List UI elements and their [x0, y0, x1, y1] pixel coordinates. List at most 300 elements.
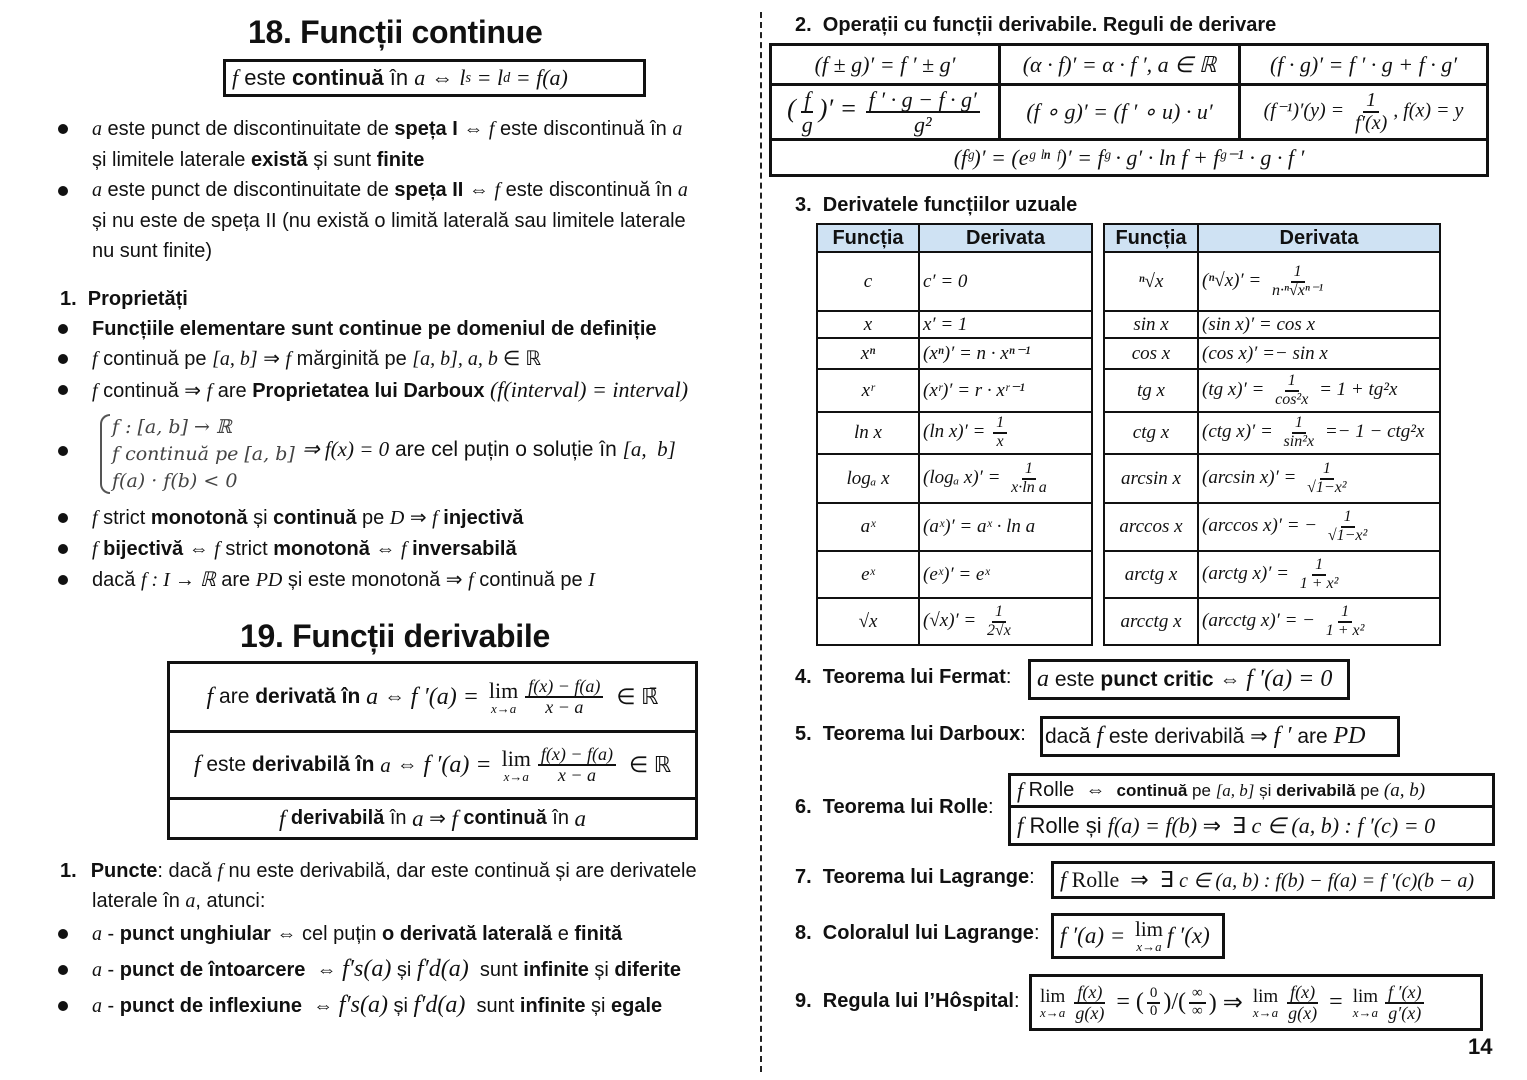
derivatives-table-2	[1103, 223, 1441, 646]
system-line: f continuă pe [a, b]	[112, 443, 295, 465]
math-f: f	[432, 507, 438, 529]
denominator: sin²x	[1283, 433, 1315, 450]
text: este discontinuă în	[494, 118, 673, 140]
derivative-cell	[1198, 598, 1440, 645]
label-text: 6. Teorema lui Rolle	[795, 796, 989, 818]
numerator: f ′(x)	[1385, 983, 1424, 1004]
math-interval: [a, b]	[212, 348, 258, 370]
lim-text: lim	[1040, 985, 1066, 1007]
label-text: 7. Teorema lui Lagrange	[795, 866, 1030, 888]
text: este	[238, 65, 292, 90]
header-derivative: Derivata	[919, 224, 1092, 252]
text: ⇔	[457, 118, 489, 140]
text: sunt	[468, 959, 524, 981]
math-f: f	[278, 805, 286, 831]
implies-symbol: ⇒	[423, 808, 452, 830]
lagrange-box	[1051, 861, 1495, 899]
text: strict	[97, 507, 151, 529]
bold-text: Proprietatea lui Darboux	[252, 380, 485, 402]
label-text: 8. Coloralul lui Lagrange	[795, 922, 1034, 944]
math-a: a	[414, 65, 426, 90]
bullet-icon	[58, 446, 68, 456]
fraction	[1304, 461, 1349, 497]
lim-subscript: x→a	[1136, 939, 1162, 954]
math-f: f	[232, 65, 239, 90]
property-monotone-pd	[92, 565, 595, 595]
property-bijective	[92, 534, 517, 564]
denominator: cos²x	[1275, 390, 1309, 408]
math-f: f	[92, 507, 98, 529]
denominator: x − a	[557, 765, 597, 785]
rule-inverse	[1240, 85, 1488, 140]
math-sub: d	[503, 69, 511, 86]
text: Rolle ⇒ ∃	[1066, 867, 1180, 892]
function-cell: ctg x	[1104, 412, 1198, 454]
bold-text: o derivată laterală	[382, 923, 553, 945]
lim-subscript: x→a	[490, 700, 517, 716]
lim-subscript: x→a	[1252, 1004, 1279, 1020]
bold-text: bijectivă	[97, 538, 184, 560]
bold-text: infinite	[519, 995, 586, 1017]
math-expression: = 1 + tg²x	[1314, 378, 1398, 400]
denominator: ∞	[1192, 1002, 1203, 1019]
header-function: Funcția	[1104, 224, 1198, 252]
function-cell: xʳ	[817, 369, 919, 412]
lim-subscript: x→a	[1352, 1004, 1379, 1020]
section-18-title: 18. Funcții continue	[248, 14, 543, 50]
math-f: f	[488, 118, 495, 140]
text: și	[1254, 780, 1277, 800]
math-a: a	[672, 118, 683, 140]
fraction	[1323, 604, 1368, 640]
fraction	[984, 604, 1014, 640]
fraction	[1281, 415, 1318, 451]
points-intro-line2	[92, 886, 265, 916]
bullet-icon	[58, 1001, 68, 1011]
derivative-row	[170, 664, 695, 733]
text: Rolle și	[1023, 812, 1108, 838]
math-a: a	[366, 683, 379, 710]
math-expression: (f(interval) = interval)	[484, 377, 689, 402]
math-f: f	[451, 805, 458, 831]
fermat-box	[1028, 659, 1350, 700]
function-cell: sin x	[1104, 311, 1198, 338]
bold-text: injectivă	[437, 507, 524, 529]
text: -	[102, 959, 120, 981]
numerator: f(x)	[1287, 983, 1318, 1004]
text: în	[383, 65, 415, 90]
function-cell: arcctg x	[1104, 598, 1198, 645]
rule-sum: (f ± g)′ = f ′ ± g′	[771, 45, 1000, 85]
math-interval: [a, b], a, b	[412, 348, 498, 370]
text: dacă	[92, 569, 141, 591]
text: în	[546, 807, 575, 829]
fraction	[525, 677, 603, 717]
fraction	[1269, 264, 1326, 300]
text: are	[213, 685, 256, 708]
text: are	[215, 569, 256, 591]
fraction	[1285, 983, 1320, 1023]
system-line: f(a) · f(b) < 0	[112, 470, 238, 492]
bold-text: punct unghiular	[119, 923, 271, 945]
numerator: 1	[1285, 373, 1299, 392]
text: ⇔	[1213, 667, 1247, 691]
math-expression: f′s(a)	[342, 956, 392, 982]
function-cell: arccos x	[1104, 503, 1198, 551]
math-sub: s	[465, 69, 472, 86]
math-D: D	[389, 507, 405, 529]
text: și este monotonă ⇒	[282, 569, 469, 591]
math-f: f	[214, 538, 220, 560]
text: este punct de discontinuitate de	[102, 118, 395, 140]
text: și	[391, 959, 417, 981]
math-eq: = l	[471, 65, 504, 90]
fraction	[866, 88, 980, 136]
math-a: a	[1037, 666, 1049, 692]
discontinuity-type1	[92, 114, 682, 144]
fraction	[1008, 461, 1050, 497]
bold-text: derivabilă	[285, 807, 385, 829]
function-cell: eˣ	[817, 551, 919, 598]
header-derivative: Derivata	[1198, 224, 1440, 252]
math-expression: (tg x)′ =	[1202, 378, 1270, 400]
fraction	[993, 415, 1007, 451]
bold-text: există	[250, 149, 308, 171]
text: ⇔	[302, 995, 339, 1017]
text: are	[212, 380, 253, 402]
math-expression: (ln x)′ =	[923, 421, 991, 443]
numerator: 1	[993, 415, 1007, 434]
text: și	[247, 507, 274, 529]
math-a: a	[677, 179, 688, 201]
math-f: f	[92, 348, 98, 370]
text: sunt	[465, 995, 520, 1017]
numerator: ∞	[1189, 986, 1206, 1004]
math-expression: f′d(a)	[416, 956, 469, 982]
derivative-row	[170, 733, 695, 800]
rolle-line-2	[1011, 808, 1492, 843]
property-root-system	[112, 414, 295, 495]
denominator: f′(x)	[1355, 112, 1388, 134]
math-interval: [a, b]	[1215, 780, 1255, 800]
lim-text: lim	[1352, 985, 1379, 1007]
math-expression: f ′(a) =	[1060, 923, 1132, 948]
limit	[1353, 987, 1378, 1019]
iff-symbol: ⇔	[390, 753, 424, 776]
discontinuity-type2-line2: și nu este de speța II (nu există o limită laterală sau limitele laterale	[92, 210, 686, 232]
math-expression: (f⁻¹)′(y) =	[1263, 99, 1350, 122]
text: nu este derivabilă, dar este continuă și are derivatele	[222, 860, 697, 882]
math-interval: [a, b]	[622, 437, 676, 461]
bullet-icon	[58, 965, 68, 975]
function-cell: ln x	[817, 412, 919, 454]
derivative-cell	[1198, 454, 1440, 503]
math-expression: c ∈ (a, b) : f ′(c) = 0	[1251, 812, 1436, 838]
colon: :	[988, 796, 994, 818]
derivative-definitions-box	[167, 661, 698, 840]
iff-symbol: ⇔	[378, 685, 411, 708]
bold-text: derivabilă în	[251, 753, 381, 776]
math-expression: f′s(a)	[338, 992, 388, 1018]
text: -	[102, 923, 120, 945]
math-expression: (arcctg x)′ = −	[1202, 609, 1320, 631]
math-l: l	[459, 65, 466, 90]
lim-subscript: x→a	[503, 768, 529, 784]
derivative-cell: (xⁿ)′ = n · xⁿ⁻¹	[919, 338, 1092, 369]
lim-text: lim	[1252, 985, 1279, 1007]
numerator: f(x)	[1074, 983, 1105, 1004]
text: pe	[1187, 780, 1216, 800]
math-a: a	[380, 752, 391, 777]
derivative-cell: c′ = 0	[919, 252, 1092, 311]
derivative-row	[170, 800, 695, 837]
text: ⇔ cel puțin	[270, 923, 383, 945]
math-expression: f′d(a)	[413, 992, 466, 1018]
property-bounded	[92, 344, 541, 374]
derivative-cell: (sin x)′ = cos x	[1198, 311, 1440, 338]
math-expression: f ′(a) =	[410, 683, 485, 710]
denominator: 1 + x²	[1299, 574, 1339, 592]
math-expression: (√x)′ =	[923, 609, 981, 631]
math-f: f	[92, 538, 98, 560]
numerator: 1	[1320, 461, 1334, 480]
text: ⇔	[463, 179, 495, 201]
math-expression: , f(x) = y	[1393, 99, 1464, 122]
text: pe	[1355, 780, 1384, 800]
lim-text: lim	[1135, 917, 1164, 941]
math-a: a	[92, 923, 102, 945]
math-expression: f ′(a) =	[423, 751, 498, 778]
numerator: 1	[1312, 557, 1326, 576]
derivative-cell	[919, 598, 1092, 645]
rolle-label	[795, 796, 994, 819]
text: : dacă	[157, 860, 218, 882]
fraction	[1272, 373, 1311, 409]
text: ⇔	[183, 538, 215, 560]
fraction	[799, 88, 816, 136]
math-a: a	[574, 805, 587, 831]
property-elementary-functions: Funcțiile elementare sunt continue pe domeniul de definiție	[92, 318, 657, 340]
label-text: 5. Teorema lui Darboux	[795, 723, 1021, 745]
bullet-icon	[58, 124, 68, 134]
numerator: 0	[1147, 986, 1161, 1004]
math-f: f	[1096, 723, 1104, 749]
function-cell: arctg x	[1104, 551, 1198, 598]
bold-text: inversabilă	[406, 538, 517, 560]
text: și	[585, 995, 612, 1017]
math-expression: ⇒ f(x) = 0	[302, 437, 390, 461]
math-text: )/(	[1163, 989, 1187, 1015]
bold-text: derivată în	[255, 685, 367, 708]
rule-scalar: (α · f)′ = α · f ′, a ∈ ℝ	[1000, 45, 1240, 85]
darboux-box	[1040, 716, 1400, 757]
set-symbol: ∈ ℝ̄	[616, 684, 659, 709]
column-divider	[760, 12, 762, 1072]
derivatives-table-1	[816, 223, 1093, 646]
colon: :	[1005, 666, 1012, 688]
denominator: √1−x²	[1307, 478, 1347, 496]
math-f: f	[217, 860, 223, 882]
fraction	[1147, 986, 1161, 1020]
math-expression: (arcsin x)′ =	[1202, 466, 1302, 488]
text: în	[384, 807, 413, 829]
math-interval: (a, b)	[1383, 779, 1426, 801]
derivation-rules-table	[769, 43, 1489, 177]
math-expression: (arccos x)′ = −	[1202, 515, 1322, 537]
denominator: g(x)	[1075, 1002, 1105, 1023]
text: este discontinuă în	[500, 179, 678, 201]
math-text: = (	[1110, 989, 1144, 1015]
lim-text: lim	[501, 745, 531, 771]
math-a: a	[92, 179, 102, 201]
text: este	[200, 753, 252, 776]
text: , atunci:	[195, 890, 266, 912]
math-text: ) ⇒	[1208, 990, 1249, 1016]
rolle-box	[1008, 773, 1495, 846]
text: este	[1049, 667, 1101, 691]
label-text: 9. Regula lui l’Hôspital	[795, 990, 1014, 1012]
bold-text: continuă	[291, 65, 384, 90]
bold-text: continuă	[273, 507, 357, 529]
point-inflexion	[92, 990, 662, 1021]
math-f: f	[92, 380, 98, 402]
math-f: f	[206, 683, 214, 710]
denominator: x·ln a	[1011, 478, 1047, 496]
text: Rolle ⇔	[1023, 779, 1117, 801]
operations-title: 2. Operații cu funcții derivabile. Reguli de derivare	[795, 14, 1277, 36]
text: și	[387, 995, 414, 1017]
text: și sunt	[307, 149, 377, 171]
discontinuity-type1-line2	[92, 145, 424, 175]
bullet-icon	[58, 186, 68, 196]
numerator: 1	[1022, 461, 1036, 480]
limit	[1135, 919, 1163, 953]
math-expression: c ∈ (a, b) : f(b) − f(a) = f ′(c)(b − a)	[1179, 869, 1475, 892]
bold-text: punct de inflexiune	[119, 995, 303, 1017]
derivative-cell: x′ = 1	[919, 311, 1092, 338]
bold-text: continuă	[457, 807, 547, 829]
fraction	[1325, 509, 1370, 545]
derivative-cell: (xʳ)′ = r · xʳ⁻¹	[919, 369, 1092, 412]
numerator: 1	[1291, 264, 1305, 283]
derivative-cell	[919, 412, 1092, 454]
bold-text: infinite	[523, 959, 589, 981]
bullet-icon	[58, 354, 68, 364]
numerator: 1	[992, 604, 1006, 623]
iff-symbol: ⇔	[425, 65, 460, 90]
function-cell: cos x	[1104, 338, 1198, 369]
bold-text: egale	[611, 995, 663, 1017]
math-a: a	[185, 890, 196, 912]
math-expression: (logₐ x)′ =	[923, 466, 1006, 488]
math-f: f	[468, 569, 474, 591]
hospital-label	[795, 990, 1020, 1013]
denominator: g′(x)	[1388, 1002, 1422, 1023]
text: continuă pe	[473, 569, 589, 591]
bold-text: monotonă	[150, 507, 248, 529]
text: ⇔	[369, 538, 401, 560]
math-f: f	[1017, 777, 1024, 803]
set-symbol: ∈ ℝ	[629, 752, 672, 777]
lagrange-label	[795, 866, 1035, 889]
math-expression: (ctg x)′ =	[1202, 421, 1278, 443]
math-PD: PD	[1333, 723, 1366, 749]
math-expression: f ′(x)	[1167, 923, 1210, 948]
bold-text: speța II	[394, 179, 464, 201]
numerator: 1	[1363, 90, 1379, 113]
bold-text: punct de întoarcere	[119, 959, 306, 981]
math-tail: = f(a)	[510, 65, 568, 90]
math-expression: f ′(a) = 0	[1246, 666, 1333, 692]
denominator: n·ⁿ√xⁿ⁻¹	[1271, 281, 1324, 299]
text: -	[102, 995, 120, 1017]
text: ∈ ℝ	[497, 348, 542, 370]
bold-text: finită	[574, 923, 623, 945]
colon: :	[1033, 922, 1040, 944]
header-function: Funcția	[817, 224, 919, 252]
continuity-definition-box	[223, 59, 646, 97]
hospital-box	[1029, 974, 1483, 1031]
derivative-cell	[919, 454, 1092, 503]
math-a: a	[92, 118, 102, 140]
denominator: x − a	[545, 697, 584, 717]
derivatives-title: 3. Derivatele funcțiilor uzuale	[795, 194, 1078, 216]
bullet-icon	[58, 513, 68, 523]
fermat-label	[795, 666, 1011, 689]
fraction	[1072, 983, 1107, 1023]
text: pe	[356, 507, 390, 529]
lim-text: lim	[488, 677, 519, 703]
bold-text: diferite	[614, 959, 682, 981]
bold-text: speța I	[394, 118, 458, 140]
derivative-cell	[1198, 412, 1440, 454]
function-cell: x	[817, 311, 919, 338]
point-angular	[92, 919, 622, 949]
math-f: f	[1060, 867, 1067, 892]
math-expression: =− 1 − ctg²x	[1320, 421, 1425, 443]
point-return	[92, 954, 681, 985]
function-cell: aˣ	[817, 503, 919, 551]
math-expression: (ⁿ√x)′ =	[1202, 269, 1266, 291]
denominator: g²	[913, 112, 932, 137]
text: continuă pe	[97, 348, 213, 370]
math-a: a	[412, 805, 424, 831]
denominator: 2√x	[987, 621, 1011, 639]
numerator: f ′ · g − f · g′	[866, 88, 980, 113]
derivative-cell	[1198, 503, 1440, 551]
function-cell: xⁿ	[817, 338, 919, 369]
text: dacă	[1045, 724, 1097, 748]
limit	[1040, 987, 1065, 1019]
text: are	[1291, 724, 1334, 748]
limit	[501, 745, 531, 784]
system-line: f : [a, b] → ℝ	[112, 416, 232, 438]
math-expression: (arctg x)′ =	[1202, 562, 1294, 584]
colon: :	[1029, 866, 1035, 888]
denominator: g(x)	[1288, 1002, 1318, 1023]
function-cell: c	[817, 252, 919, 311]
function-cell: arcsin x	[1104, 454, 1198, 503]
rolle-line-1	[1011, 776, 1492, 808]
corollary-box	[1051, 913, 1225, 959]
math-f: f	[494, 179, 501, 201]
function-cell: ⁿ√x	[1104, 252, 1198, 311]
derivative-cell: (eˣ)′ = eˣ	[919, 551, 1092, 598]
text: continuă ⇒	[97, 380, 207, 402]
system-brace	[100, 414, 110, 494]
denominator: 1 + x²	[1325, 621, 1365, 639]
text: și limitele laterale	[92, 149, 251, 171]
